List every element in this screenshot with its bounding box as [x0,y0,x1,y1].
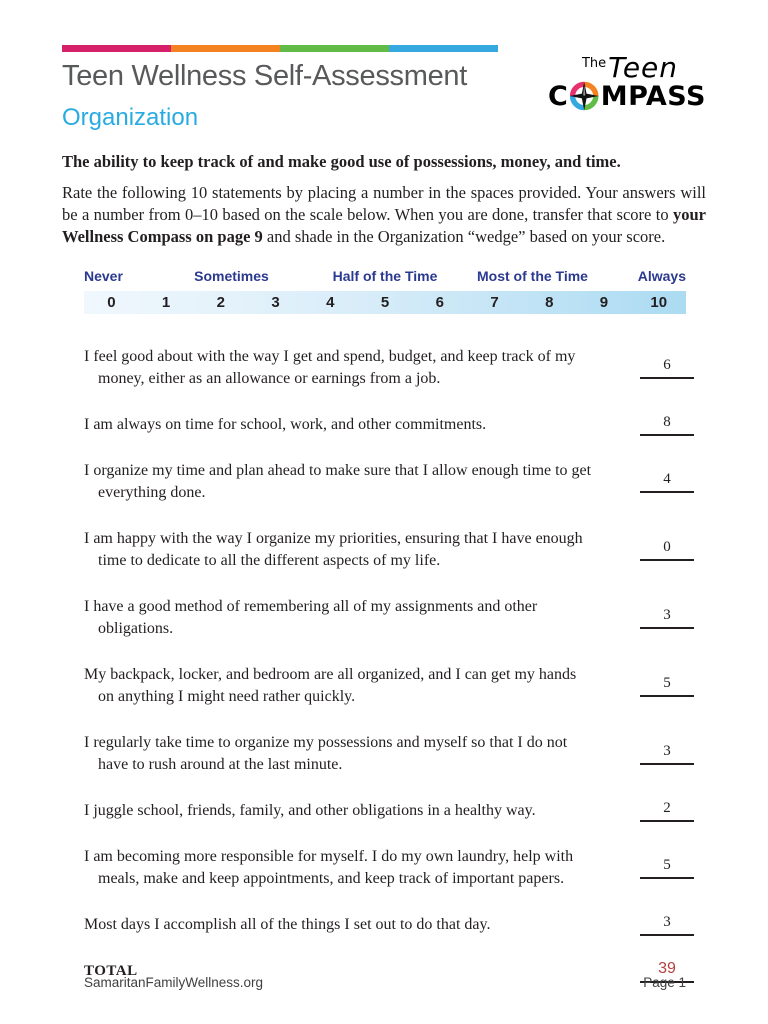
logo-teen-text: Teen [608,51,679,84]
statement-row [84,914,706,936]
statement-row [84,346,706,390]
instructions-bold-phrase: your Wellness Compass on page 9 [62,205,706,246]
logo-compass-c: C [548,80,569,112]
logo-the-text: The [581,56,607,71]
statement-row [84,800,706,822]
statement-row [84,664,706,708]
scale-number: 9 [599,294,609,311]
statement-row [84,460,706,504]
statement-text: My backpack, locker, and bedroom are all organized, and I can get my hands on anything I might need rather quickly. [84,666,577,705]
logo-line-1 [548,51,706,84]
compass-rose-icon [569,80,599,112]
score-field[interactable]: 3 [640,607,694,629]
scale-number: 0 [107,294,116,311]
scale-number-band [84,291,686,314]
bar-orange-segment [171,45,280,52]
instructions-paragraph [62,182,706,248]
scale-label-never: Never [84,268,123,284]
scale-number: 10 [650,294,668,311]
footer-website: SamaritanFamilyWellness.org [84,975,264,990]
scale-labels-row [84,268,686,286]
scale-number: 7 [490,294,499,311]
score-field[interactable]: 2 [640,800,694,822]
scale-label-half-of-the-time: Half of the Time [332,268,438,284]
scale-label-sometimes: Sometimes [194,268,269,284]
scale-label-most-of-the-time: Most of the Time [477,268,588,284]
bar-green-segment [280,45,389,52]
statements-list [84,346,706,983]
score-field[interactable]: 8 [640,414,694,436]
statement-row [84,596,706,640]
scale-number: 6 [435,294,444,311]
score-field[interactable]: 3 [640,914,694,936]
bar-pink-segment [62,45,171,52]
score-field[interactable]: 3 [640,743,694,765]
score-field[interactable]: 4 [640,471,694,493]
logo-compass-mpass: MPASS [600,80,706,112]
score-field[interactable]: 6 [640,357,694,379]
total-label: TOTAL [84,963,138,979]
instructions-text-2: and shade in the Organization “wedge” based on your score. [262,227,666,246]
scale-number: 1 [161,294,171,311]
brand-color-bar [62,45,498,52]
statement-text: I have a good method of remembering all of my assignments and other obligations. [84,598,538,637]
page-footer [84,975,686,990]
instructions-text-1: Rate the following 10 statements by placing a number in the spaces provided. Your answers will be a number from 0–10 based on the scale below. When you are done, transfer that score to [62,183,706,224]
statement-text: Most days I accomplish all of the things I set out to do that day. [84,916,491,933]
rating-scale [84,268,686,314]
statement-row [84,528,706,572]
total-value-field[interactable]: 39 [640,960,694,983]
score-field[interactable]: 5 [640,857,694,879]
statement-text: I am happy with the way I organize my priorities, ensuring that I have enough time to dedicate to all the different aspects of my life. [84,530,583,569]
statement-text: I juggle school, friends, family, and other obligations in a healthy way. [84,802,536,819]
page-subtitle: Organization [62,104,199,131]
header [62,52,706,132]
statement-row [84,846,706,890]
title-block [62,52,467,132]
scale-number: 4 [326,294,335,311]
footer-page-number: Page 1 [643,975,686,990]
bar-blue-segment [389,45,498,52]
statement-text: I regularly take time to organize my possessions and myself so that I do not have to rush around at the last minute. [84,734,568,773]
statement-text: I am becoming more responsible for myself. I do my own laundry, help with meals, make and keep appointments, and keep track of important papers. [84,848,574,887]
scale-label-always: Always [637,268,686,284]
scale-number: 5 [380,294,390,311]
definition-line: The ability to keep track of and make good use of possessions, money, and time. [62,152,621,171]
score-field[interactable]: 0 [640,539,694,561]
statement-row [84,732,706,776]
page-title: Teen Wellness Self-Assessment [62,60,467,92]
statement-text: I organize my time and plan ahead to make sure that I allow enough time to get everything done. [84,462,592,501]
statement-text: I feel good about with the way I get and spend, budget, and keep track of my money, either as an allowance or earnings from a job. [84,348,576,387]
logo-line-2 [548,80,706,112]
teen-compass-logo [548,51,706,112]
scale-number: 2 [216,294,225,311]
scale-number: 8 [545,294,554,311]
statement-text: I am always on time for school, work, and other commitments. [84,416,487,433]
statement-row [84,414,706,436]
scale-number: 3 [271,294,280,311]
score-field[interactable]: 5 [640,675,694,697]
